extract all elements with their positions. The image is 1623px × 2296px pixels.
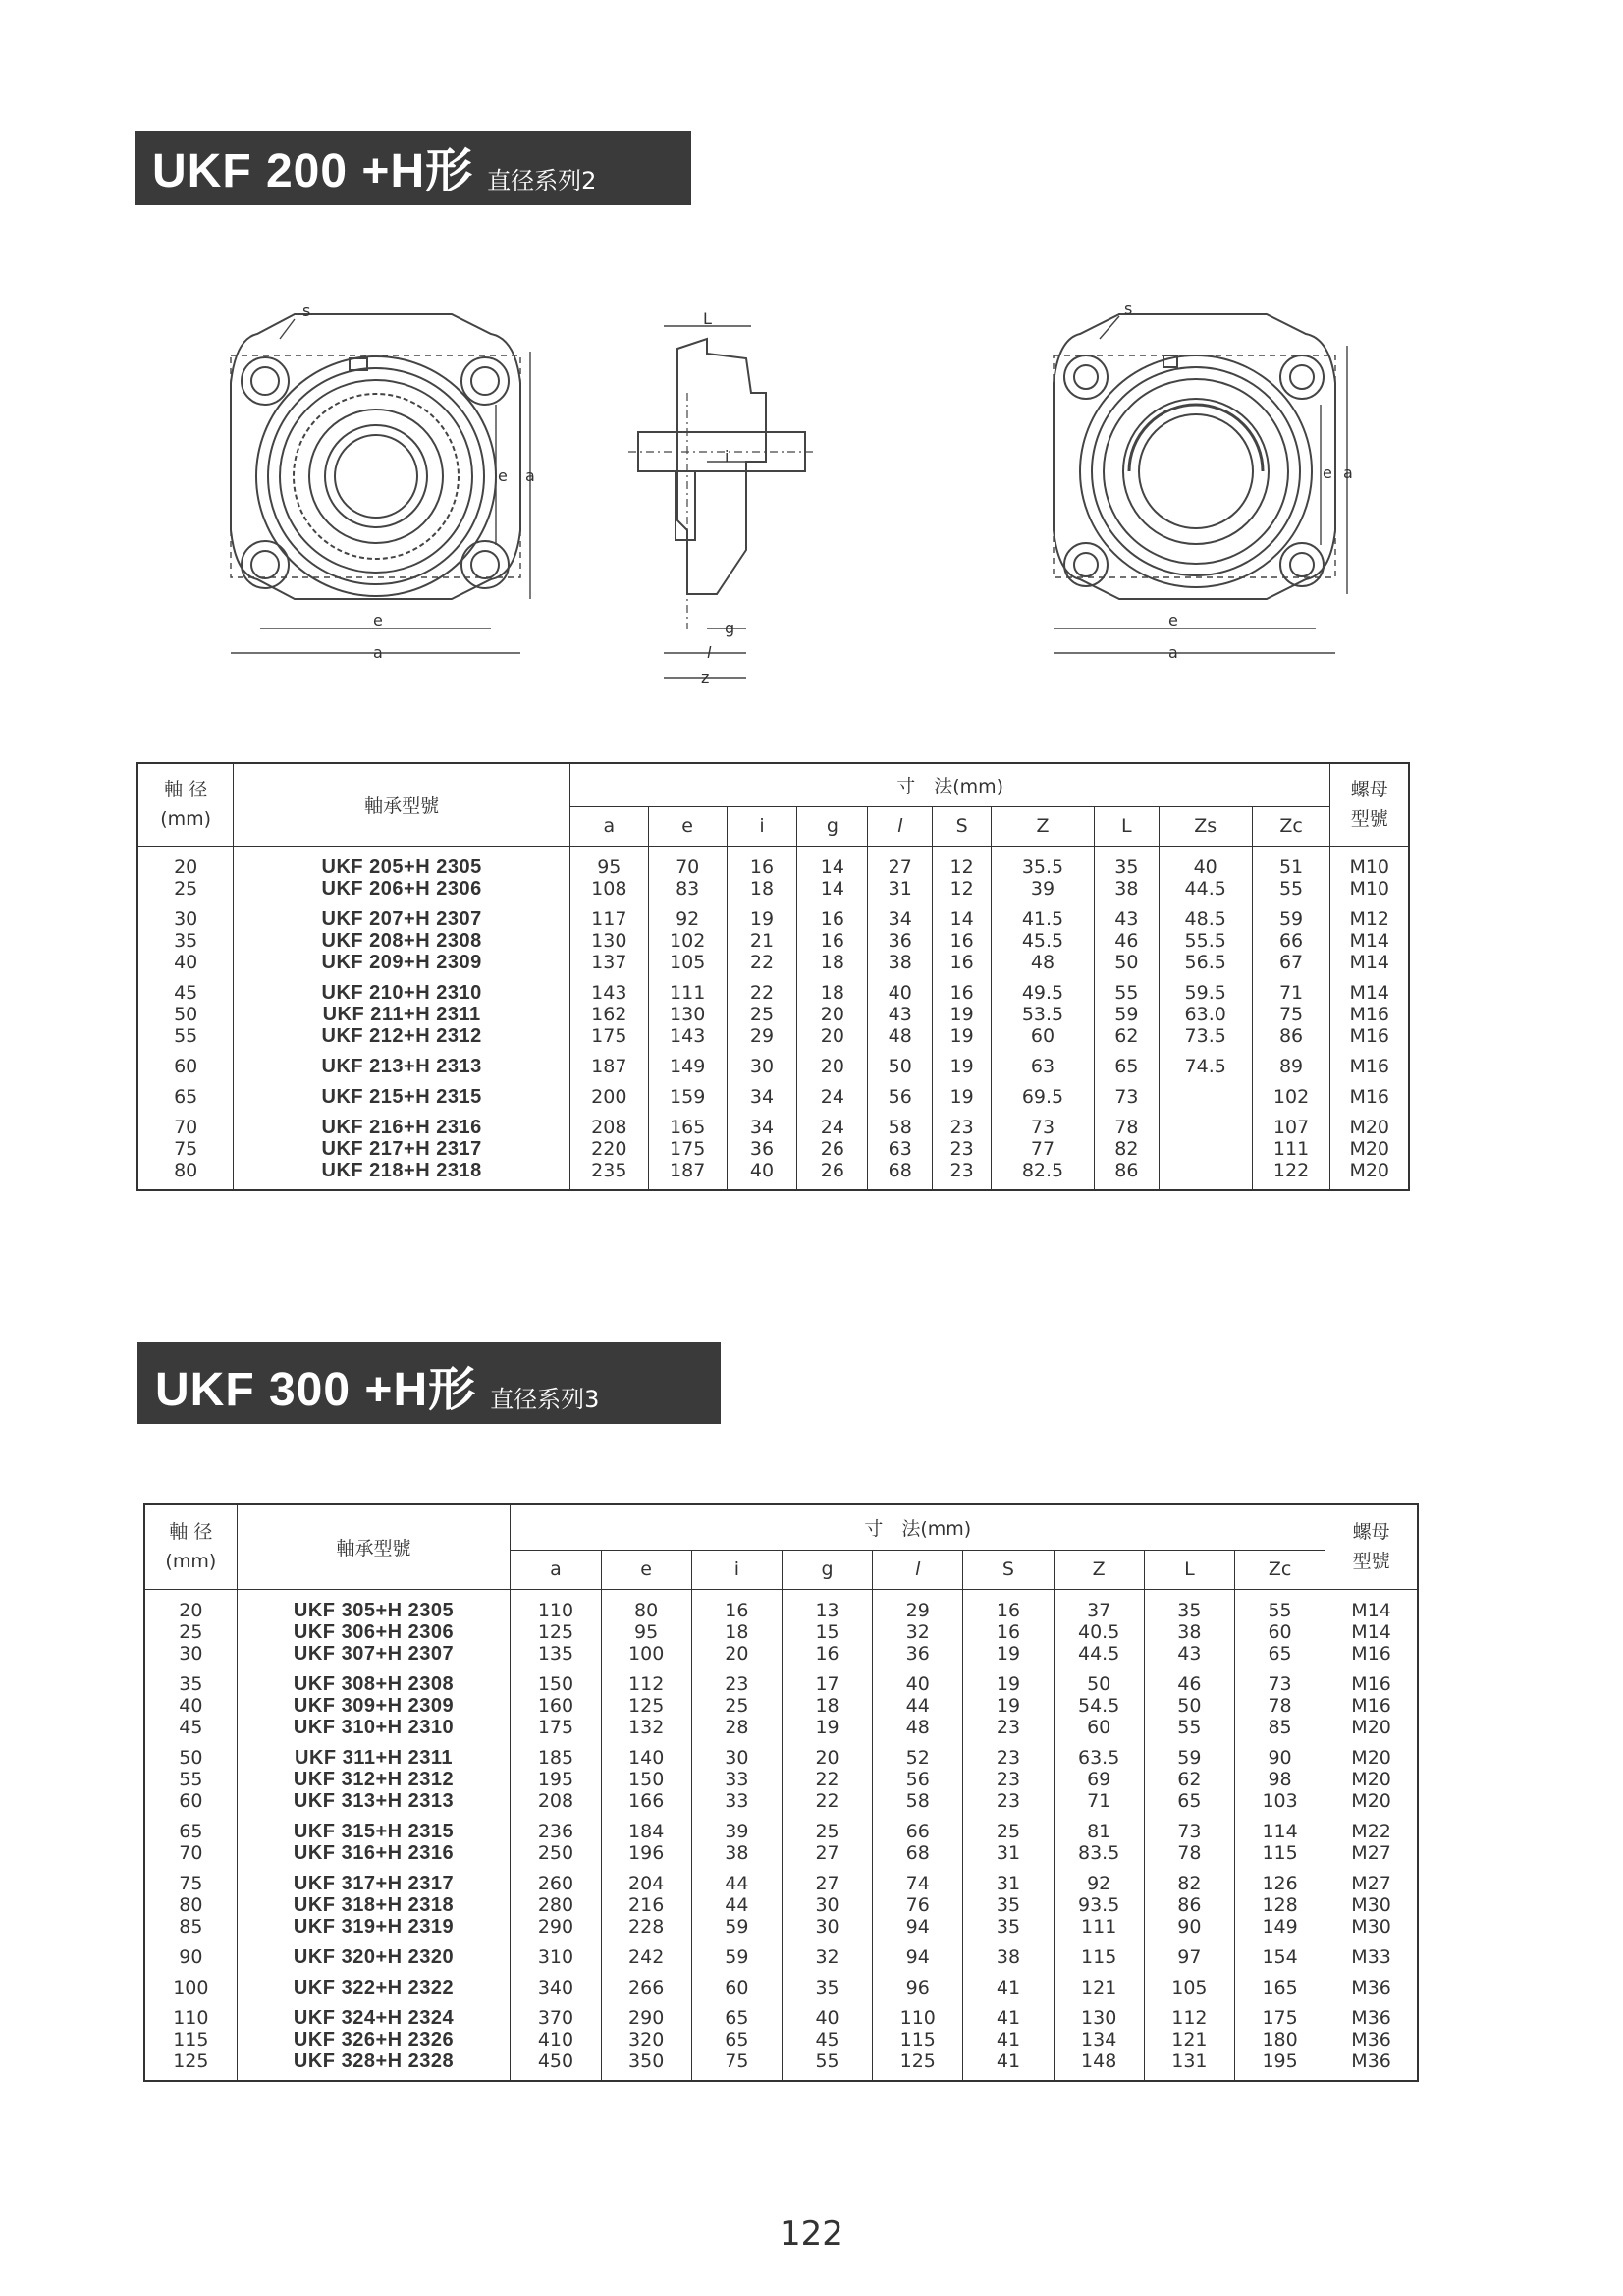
column-header-S: S	[963, 1550, 1054, 1589]
label-e-right-vert: e	[1323, 464, 1332, 482]
cell-a: 117 130 137	[569, 900, 648, 973]
cell-i: 19 21 22	[727, 900, 797, 973]
cell-L: 35 38 43	[1144, 1589, 1234, 1665]
cell-nut: M36 M36 M36	[1325, 1998, 1418, 2081]
cell-l: 34 36 38	[868, 900, 933, 973]
cell-nut: M20 M20 M20	[1330, 1108, 1409, 1190]
cell-L: 55 59 62	[1094, 973, 1159, 1047]
cell-Z: 92 93.5 111	[1054, 1864, 1144, 1938]
cell-L: 97	[1144, 1938, 1234, 1968]
cell-d: 75 80 85	[144, 1864, 237, 1938]
cell-e: 80 95 100	[601, 1589, 691, 1665]
cell-a: 95 108	[569, 846, 648, 900]
cell-g: 40 45 55	[782, 1998, 872, 2081]
cell-L: 35 38	[1094, 846, 1159, 900]
cell-d: 90	[144, 1938, 237, 1968]
cell-a: 185 195 208	[511, 1738, 601, 1812]
cell-d: 45 50 55	[137, 973, 234, 1047]
cell-d: 110 115 125	[144, 1998, 237, 2081]
cell-Z: 35.5 39	[992, 846, 1095, 900]
front-view-left	[231, 314, 520, 599]
section1-subtitle: 直径系列2	[487, 167, 597, 194]
cell-e: 165 175 187	[648, 1108, 727, 1190]
cell-l: 74 76 94	[873, 1864, 963, 1938]
cell-i: 39 38	[691, 1812, 782, 1864]
cell-model: UKF 205+H 2305 UKF 206+H 2306	[234, 846, 569, 900]
column-header-Zc: Zc	[1234, 1550, 1325, 1589]
cell-g: 18 20 20	[797, 973, 868, 1047]
cell-Zc: 126 128 149	[1234, 1864, 1325, 1938]
section1-title: UKF 200 +H形	[152, 145, 474, 197]
cell-Z: 73 77 82.5	[992, 1108, 1095, 1190]
cell-Z: 81 83.5	[1054, 1812, 1144, 1864]
label-a-left-vert: a	[525, 466, 535, 485]
cell-Zc: 71 75 86	[1252, 973, 1330, 1047]
cell-e: 140 150 166	[601, 1738, 691, 1812]
cell-nut: M16 M16 M20	[1325, 1665, 1418, 1738]
cell-d: 100	[144, 1968, 237, 1998]
cell-Z: 115	[1054, 1938, 1144, 1968]
section2-subtitle: 直径系列3	[490, 1386, 600, 1413]
column-header-i: i	[691, 1550, 782, 1589]
label-L: L	[703, 309, 712, 328]
cell-Zc: 59 66 67	[1252, 900, 1330, 973]
cell-L: 73 78	[1144, 1812, 1234, 1864]
cell-d: 50 55 60	[144, 1738, 237, 1812]
cell-Z: 69.5	[992, 1077, 1095, 1108]
cell-Zc: 51 55	[1252, 846, 1330, 900]
cell-S: 14 16 16	[933, 900, 992, 973]
cell-S: 23 23 23	[933, 1108, 992, 1190]
cell-model: UKF 308+H 2308 UKF 309+H 2309 UKF 310+H 2310	[237, 1665, 511, 1738]
cell-Z: 37 40.5 44.5	[1054, 1589, 1144, 1665]
cell-Z: 121	[1054, 1968, 1144, 1998]
header-bearing-no: 軸承型號	[234, 763, 569, 846]
table-row-group	[137, 1077, 1409, 1108]
cell-a: 150 160 175	[511, 1665, 601, 1738]
cell-l: 27 31	[868, 846, 933, 900]
header-nut-no: 螺母 型號	[1325, 1504, 1418, 1589]
cell-model: UKF 315+H 2315 UKF 316+H 2316	[237, 1812, 511, 1864]
cell-d: 35 40 45	[144, 1665, 237, 1738]
label-s-right: s	[1124, 300, 1133, 318]
cell-nut: M22 M27	[1325, 1812, 1418, 1864]
cell-i: 23 25 28	[691, 1665, 782, 1738]
side-view-dimensions	[664, 326, 766, 678]
label-e-left: e	[373, 611, 383, 629]
cell-i: 59	[691, 1938, 782, 1968]
cell-S: 19 19 23	[963, 1665, 1054, 1738]
cell-model: UKF 311+H 2311 UKF 312+H 2312 UKF 313+H 2313	[237, 1738, 511, 1812]
cell-a: 143 162 175	[569, 973, 648, 1047]
cell-e: 159	[648, 1077, 727, 1108]
cell-i: 44 44 59	[691, 1864, 782, 1938]
page-number: 122	[780, 2214, 843, 2254]
cell-d: 20 25 30	[144, 1589, 237, 1665]
cell-L: 105	[1144, 1968, 1234, 1998]
cell-a: 340	[511, 1968, 601, 1998]
cell-S: 41 41 41	[963, 1998, 1054, 2081]
cell-nut: M16	[1330, 1077, 1409, 1108]
cell-d: 65 70	[144, 1812, 237, 1864]
cell-g: 20	[797, 1047, 868, 1077]
cell-i: 34	[727, 1077, 797, 1108]
cell-i: 16 18 20	[691, 1589, 782, 1665]
cell-g: 14 14	[797, 846, 868, 900]
cell-g: 24 26 26	[797, 1108, 868, 1190]
cell-L: 59 62 65	[1144, 1738, 1234, 1812]
cell-i: 22 25 29	[727, 973, 797, 1047]
cell-Z: 50 54.5 60	[1054, 1665, 1144, 1738]
cell-nut: M27 M30 M30	[1325, 1864, 1418, 1938]
header-shaft-dia: 軸 径 (mm)	[144, 1504, 237, 1589]
table-row-group	[137, 973, 1409, 1047]
cell-e: 92 102 105	[648, 900, 727, 973]
column-header-a: a	[569, 806, 648, 846]
front-view-right	[1054, 314, 1335, 599]
header-nut-no: 螺母 型號	[1330, 763, 1409, 846]
cell-g: 24	[797, 1077, 868, 1108]
column-header-a: a	[511, 1550, 601, 1589]
column-header-L: L	[1094, 806, 1159, 846]
label-e-right: e	[1168, 611, 1178, 629]
cell-g: 32	[782, 1938, 872, 1968]
cell-i: 65 65 75	[691, 1998, 782, 2081]
cell-a: 236 250	[511, 1812, 601, 1864]
cell-L: 78 82 86	[1094, 1108, 1159, 1190]
section2-title: UKF 300 +H形	[155, 1364, 477, 1416]
ukf300-spec-table	[143, 1503, 1419, 2082]
cell-nut: M12 M14 M14	[1330, 900, 1409, 973]
cell-L: 73	[1094, 1077, 1159, 1108]
cell-model: UKF 216+H 2316 UKF 217+H 2317 UKF 218+H 2318	[234, 1108, 569, 1190]
cell-model: UKF 322+H 2322	[237, 1968, 511, 1998]
cell-Zc: 154	[1234, 1938, 1325, 1968]
cell-Zc: 55 60 65	[1234, 1589, 1325, 1665]
cell-L: 112 121 131	[1144, 1998, 1234, 2081]
header-dimensions: 寸 法(mm)	[569, 763, 1330, 806]
cell-model: UKF 207+H 2307 UKF 208+H 2308 UKF 209+H 2309	[234, 900, 569, 973]
cell-model: UKF 210+H 2310 UKF 211+H 2311 UKF 212+H 2312	[234, 973, 569, 1047]
cell-d: 20 25	[137, 846, 234, 900]
cell-L: 82 86 90	[1144, 1864, 1234, 1938]
cell-Zc: 165	[1234, 1968, 1325, 1998]
cell-S: 31 35 35	[963, 1864, 1054, 1938]
label-s-left: s	[302, 301, 311, 320]
header-bearing-no: 軸承型號	[237, 1504, 511, 1589]
table-row-group	[144, 1938, 1418, 1968]
cell-e: 242	[601, 1938, 691, 1968]
cell-S: 12 12	[933, 846, 992, 900]
cell-nut: M14 M16 M16	[1330, 973, 1409, 1047]
column-header-S: S	[933, 806, 992, 846]
ukf200-spec-table	[136, 762, 1410, 1191]
cell-S: 23 23 23	[963, 1738, 1054, 1812]
cell-nut: M10 M10	[1330, 846, 1409, 900]
column-header-g: g	[797, 806, 868, 846]
cell-d: 60	[137, 1047, 234, 1077]
column-header-Zs: Zs	[1159, 806, 1252, 846]
label-i: i	[725, 447, 730, 465]
cell-e: 70 83	[648, 846, 727, 900]
cell-e: 204 216 228	[601, 1864, 691, 1938]
cell-a: 200	[569, 1077, 648, 1108]
cell-i: 30 33 33	[691, 1738, 782, 1812]
cell-Z: 49.5 53.5 60	[992, 973, 1095, 1047]
cell-model: UKF 305+H 2305 UKF 306+H 2306 UKF 307+H 2307	[237, 1589, 511, 1665]
table-row-group	[144, 1812, 1418, 1864]
cell-S: 16 16 19	[963, 1589, 1054, 1665]
cell-S: 19	[933, 1077, 992, 1108]
cell-i: 34 36 40	[727, 1108, 797, 1190]
table-row-group	[144, 1968, 1418, 1998]
cell-model: UKF 215+H 2315	[234, 1077, 569, 1108]
table-row-group	[144, 1864, 1418, 1938]
column-header-Z: Z	[992, 806, 1095, 846]
cell-S: 38	[963, 1938, 1054, 1968]
cell-a: 260 280 290	[511, 1864, 601, 1938]
column-header-l: l	[873, 1550, 963, 1589]
cell-Zs	[1159, 1077, 1252, 1108]
cell-S: 41	[963, 1968, 1054, 1998]
cell-d: 65	[137, 1077, 234, 1108]
cell-Z: 130 134 148	[1054, 1998, 1144, 2081]
label-g: g	[725, 619, 735, 637]
cell-l: 96	[873, 1968, 963, 1998]
cell-l: 110 115 125	[873, 1998, 963, 2081]
column-header-l: l	[868, 806, 933, 846]
label-e-left-vert: e	[498, 466, 508, 485]
label-a-left: a	[373, 643, 383, 662]
cell-model: UKF 213+H 2313	[234, 1047, 569, 1077]
cell-i: 16 18	[727, 846, 797, 900]
cell-Zc: 102	[1252, 1077, 1330, 1108]
table-row-group	[137, 900, 1409, 973]
cell-g: 27 30 30	[782, 1864, 872, 1938]
cell-Zs	[1159, 1108, 1252, 1190]
cell-Z: 63.5 69 71	[1054, 1738, 1144, 1812]
cell-Zc: 90 98 103	[1234, 1738, 1325, 1812]
column-header-Z: Z	[1054, 1550, 1144, 1589]
label-a-right: a	[1168, 643, 1178, 662]
column-header-e: e	[648, 806, 727, 846]
cell-l: 58 63 68	[868, 1108, 933, 1190]
cell-nut: M14 M14 M16	[1325, 1589, 1418, 1665]
cell-S: 25 31	[963, 1812, 1054, 1864]
cell-e: 112 125 132	[601, 1665, 691, 1738]
cell-a: 208 220 235	[569, 1108, 648, 1190]
header-shaft-dia: 軸 径 (mm)	[137, 763, 234, 846]
cell-i: 60	[691, 1968, 782, 1998]
column-header-i: i	[727, 806, 797, 846]
cell-i: 30	[727, 1047, 797, 1077]
cell-Zc: 107 111 122	[1252, 1108, 1330, 1190]
cell-L: 65	[1094, 1047, 1159, 1077]
cell-g: 25 27	[782, 1812, 872, 1864]
cell-g: 35	[782, 1968, 872, 1998]
cell-a: 370 410 450	[511, 1998, 601, 2081]
column-header-e: e	[601, 1550, 691, 1589]
label-a-right-vert: a	[1343, 464, 1353, 482]
cell-l: 66 68	[873, 1812, 963, 1864]
cell-L: 46 50 55	[1144, 1665, 1234, 1738]
label-l: l	[707, 643, 712, 662]
table-row-group	[137, 1047, 1409, 1077]
cell-e: 111 130 143	[648, 973, 727, 1047]
cell-Zc: 175 180 195	[1234, 1998, 1325, 2081]
cell-Zc: 73 78 85	[1234, 1665, 1325, 1738]
cell-g: 16 16 18	[797, 900, 868, 973]
column-header-L: L	[1144, 1550, 1234, 1589]
cell-model: UKF 324+H 2324 UKF 326+H 2326 UKF 328+H 2328	[237, 1998, 511, 2081]
table-row-group	[137, 1108, 1409, 1190]
cell-l: 40 43 48	[868, 973, 933, 1047]
column-header-Zc: Zc	[1252, 806, 1330, 846]
cell-Zc: 89	[1252, 1047, 1330, 1077]
cell-S: 19	[933, 1047, 992, 1077]
cell-g: 20 22 22	[782, 1738, 872, 1812]
cell-nut: M36	[1325, 1968, 1418, 1998]
table-row-group	[144, 1665, 1418, 1738]
bearing-technical-drawings	[0, 0, 1623, 746]
cell-nut: M20 M20 M20	[1325, 1738, 1418, 1812]
cell-S: 16 19 19	[933, 973, 992, 1047]
cell-e: 290 320 350	[601, 1998, 691, 2081]
section2-title-banner	[137, 1342, 721, 1424]
cell-l: 29 32 36	[873, 1589, 963, 1665]
cell-a: 110 125 135	[511, 1589, 601, 1665]
cell-d: 70 75 80	[137, 1108, 234, 1190]
cell-nut: M33	[1325, 1938, 1418, 1968]
cell-model: UKF 320+H 2320	[237, 1938, 511, 1968]
cell-g: 13 15 16	[782, 1589, 872, 1665]
cell-l: 52 56 58	[873, 1738, 963, 1812]
cell-Z: 41.5 45.5 48	[992, 900, 1095, 973]
cell-a: 310	[511, 1938, 601, 1968]
cell-l: 50	[868, 1047, 933, 1077]
cell-Zs: 59.5 63.0 73.5	[1159, 973, 1252, 1047]
side-view	[628, 339, 815, 629]
cell-l: 94	[873, 1938, 963, 1968]
cell-Zs: 48.5 55.5 56.5	[1159, 900, 1252, 973]
cell-e: 184 196	[601, 1812, 691, 1864]
table-row-group	[144, 1589, 1418, 1665]
table-row-group	[144, 1738, 1418, 1812]
table-row-group	[144, 1998, 1418, 2081]
cell-a: 187	[569, 1047, 648, 1077]
cell-Zs: 40 44.5	[1159, 846, 1252, 900]
header-dimensions: 寸 法(mm)	[511, 1504, 1325, 1550]
cell-Zc: 114 115	[1234, 1812, 1325, 1864]
table-row-group	[137, 846, 1409, 900]
label-z: z	[701, 668, 710, 686]
cell-L: 43 46 50	[1094, 900, 1159, 973]
cell-l: 56	[868, 1077, 933, 1108]
column-header-g: g	[782, 1550, 872, 1589]
cell-d: 30 35 40	[137, 900, 234, 973]
cell-g: 17 18 19	[782, 1665, 872, 1738]
cell-nut: M16	[1330, 1047, 1409, 1077]
cell-Zs: 74.5	[1159, 1047, 1252, 1077]
cell-model: UKF 317+H 2317 UKF 318+H 2318 UKF 319+H 2319	[237, 1864, 511, 1938]
cell-Z: 63	[992, 1047, 1095, 1077]
cell-e: 266	[601, 1968, 691, 1998]
cell-e: 149	[648, 1047, 727, 1077]
cell-l: 40 44 48	[873, 1665, 963, 1738]
